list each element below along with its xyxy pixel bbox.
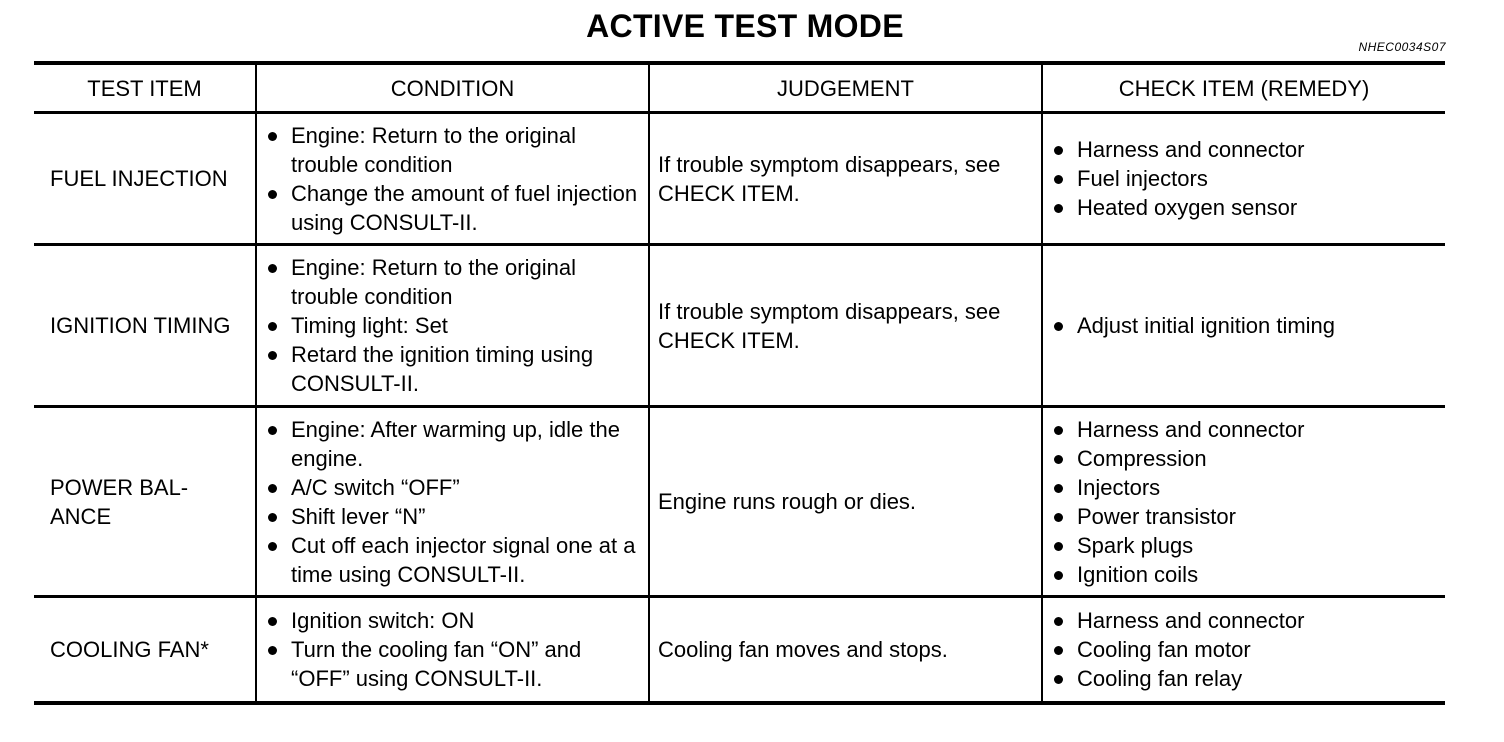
condition-item: Retard the ignition timing using CONSULT-II. — [265, 340, 640, 398]
condition-item: Cut off each injector signal one at a time using CONSULT-II. — [265, 531, 640, 589]
check-item: Ignition coils — [1051, 560, 1437, 589]
check-item: Adjust initial ignition timing — [1051, 311, 1437, 340]
condition-item: A/C switch “OFF” — [265, 473, 640, 502]
header-check-item: CHECK ITEM (REMEDY) — [1042, 63, 1445, 113]
header-test-item: TEST ITEM — [87, 75, 202, 101]
check-list — [1051, 415, 1437, 589]
condition-item: Engine: Return to the original trouble condition — [265, 253, 640, 311]
header-judgement: JUDGEMENT — [649, 63, 1042, 113]
condition-item: Ignition switch: ON — [265, 606, 640, 635]
test-item-cell: FUEL INJECTION — [34, 113, 256, 245]
condition-item: Engine: Return to the original trouble condition — [265, 121, 640, 179]
check-item: Harness and connector — [1051, 135, 1437, 164]
condition-cell — [256, 245, 649, 407]
table-row — [34, 245, 1445, 407]
condition-cell — [256, 407, 649, 597]
test-item-cell: COOLING FAN* — [34, 597, 256, 703]
header-row — [34, 63, 1445, 113]
check-item: Cooling fan relay — [1051, 664, 1437, 693]
check-item: Compression — [1051, 444, 1437, 473]
check-item-cell — [1042, 597, 1445, 703]
judgement-cell: If trouble symptom disappears, see CHECK ITEM. — [649, 113, 1042, 245]
check-list — [1051, 606, 1437, 693]
judgement-cell: Engine runs rough or dies. — [649, 407, 1042, 597]
check-item-cell — [1042, 113, 1445, 245]
check-item: Harness and connector — [1051, 415, 1437, 444]
check-item: Injectors — [1051, 473, 1437, 502]
check-item: Fuel injectors — [1051, 164, 1437, 193]
judgement-cell: If trouble symptom disappears, see CHECK ITEM. — [649, 245, 1042, 407]
table-row — [34, 407, 1445, 597]
test-item-cell: POWER BAL- ANCE — [34, 407, 256, 597]
condition-item: Timing light: Set — [265, 311, 640, 340]
table-row — [34, 113, 1445, 245]
check-list — [1051, 135, 1437, 222]
check-item: Harness and connector — [1051, 606, 1437, 635]
document-code: NHEC0034S07 — [1358, 40, 1446, 54]
check-item: Cooling fan motor — [1051, 635, 1437, 664]
condition-item: Turn the cooling fan “ON” and “OFF” using CONSULT-II. — [265, 635, 640, 693]
check-item-cell — [1042, 407, 1445, 597]
test-item-cell: IGNITION TIMING — [34, 245, 256, 407]
condition-list — [265, 253, 640, 398]
header-condition: CONDITION — [256, 63, 649, 113]
page-title: ACTIVE TEST MODE — [586, 8, 904, 44]
judgement-cell: Cooling fan moves and stops. — [649, 597, 1042, 703]
condition-cell — [256, 597, 649, 703]
check-item-cell — [1042, 245, 1445, 407]
condition-cell — [256, 113, 649, 245]
check-list — [1051, 311, 1437, 340]
condition-list — [265, 415, 640, 589]
check-item: Spark plugs — [1051, 531, 1437, 560]
condition-list — [265, 121, 640, 237]
condition-item: Change the amount of fuel injection using CONSULT-II. — [265, 179, 640, 237]
active-test-table — [34, 61, 1445, 705]
condition-item: Shift lever “N” — [265, 502, 640, 531]
condition-list — [265, 606, 640, 693]
check-item: Heated oxygen sensor — [1051, 193, 1437, 222]
check-item: Power transistor — [1051, 502, 1437, 531]
table-row — [34, 597, 1445, 703]
condition-item: Engine: After warming up, idle the engine. — [265, 415, 640, 473]
